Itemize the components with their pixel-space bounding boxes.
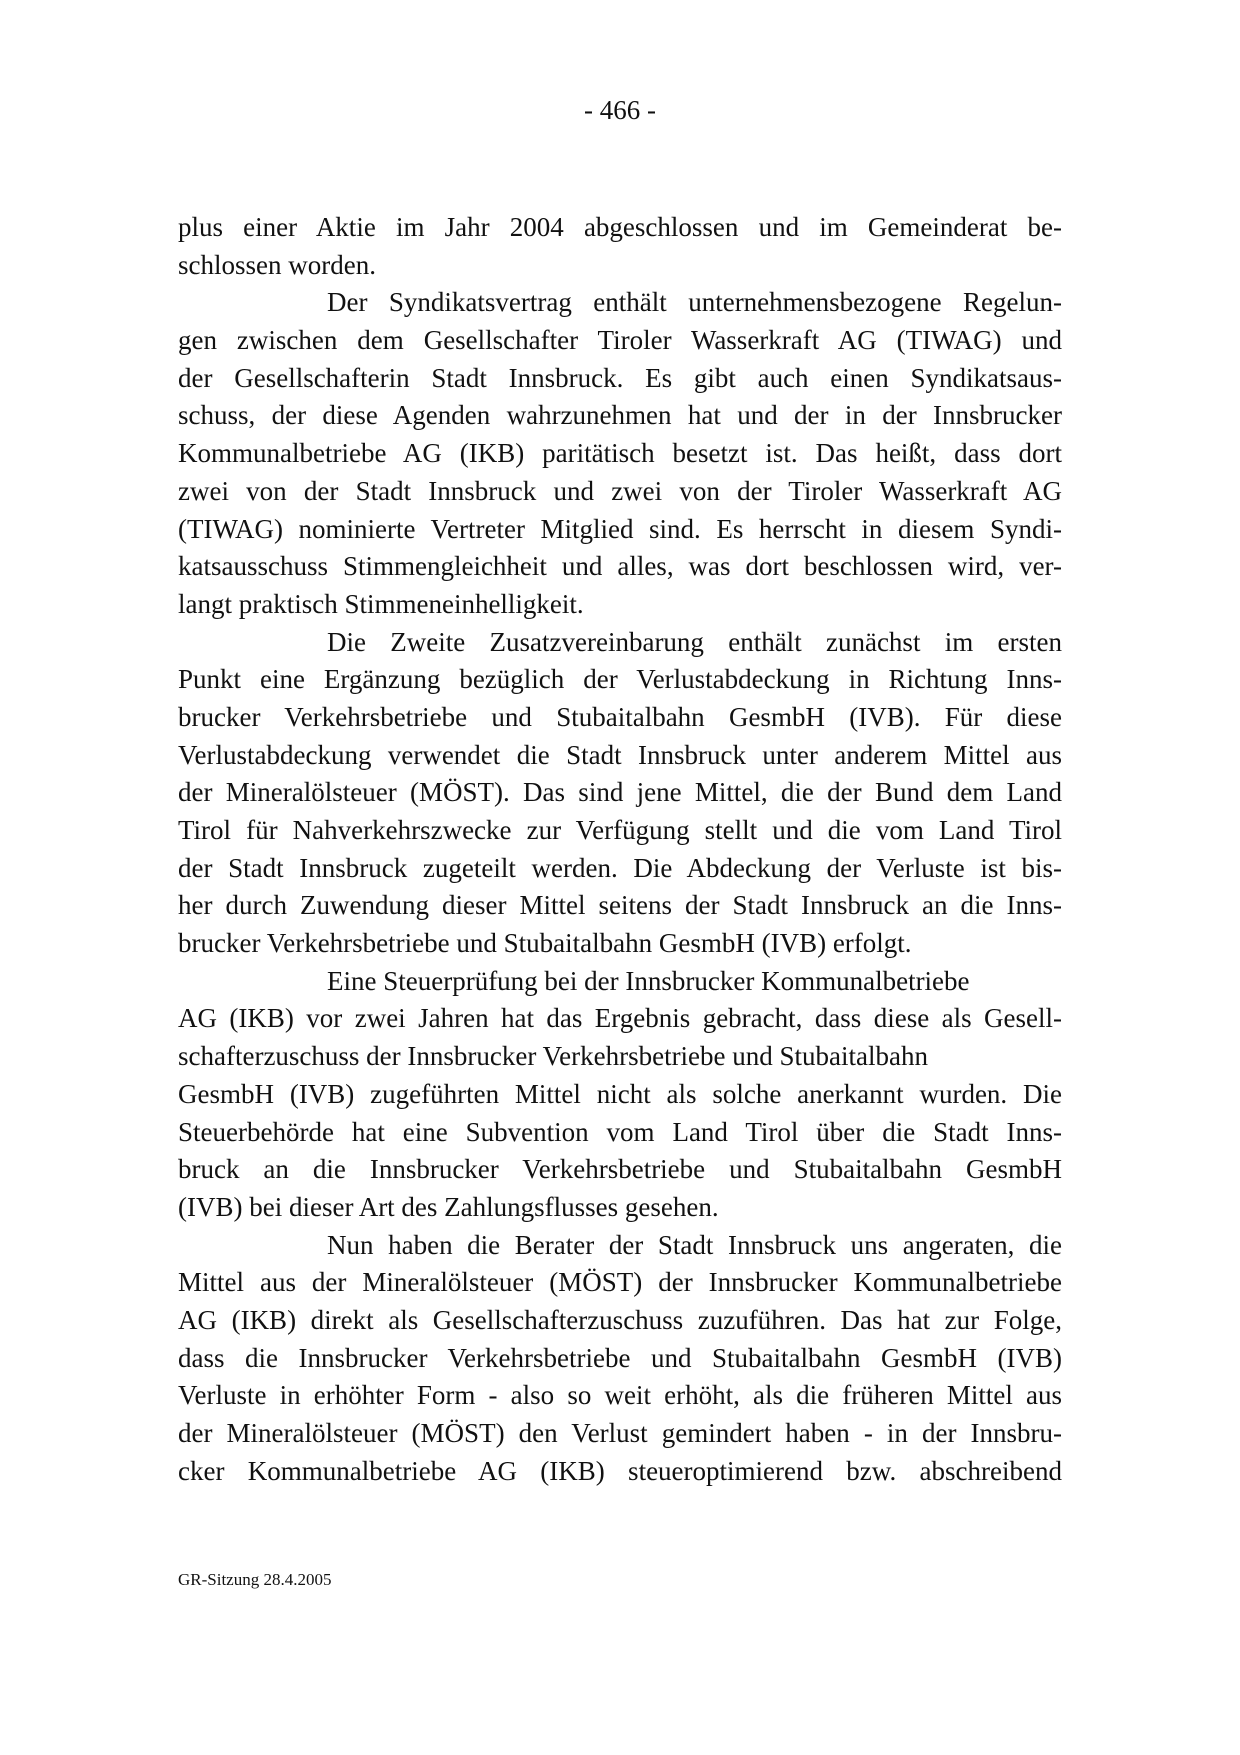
- page-footer: GR-Sitzung 28.4.2005: [178, 1570, 332, 1589]
- text-line: Steuerbehörde hat eine Subvention vom Land Tirol über die Stadt Inns-: [178, 1116, 1062, 1147]
- text-line: GesmbH (IVB) zugeführten Mittel nicht als solche anerkannt wurden. Die: [178, 1078, 1062, 1109]
- text-line: gen zwischen dem Gesellschafter Tiroler Wasserkraft AG (TIWAG) und: [178, 325, 1062, 356]
- text-line: Die Zweite Zusatzvereinbarung enthält zunächst im ersten: [327, 626, 1062, 657]
- document-body: [178, 209, 1062, 1490]
- text-line: der Gesellschafterin Stadt Innsbruck. Es gibt auch einen Syndikatsaus-: [178, 362, 1062, 393]
- text-line: zwei von der Stadt Innsbruck und zwei von der Tiroler Wasserkraft AG: [178, 475, 1062, 506]
- text-line: AG (IKB) direkt als Gesellschafterzuschuss zuzuführen. Das hat zur Folge,: [178, 1304, 1062, 1335]
- text-line: Tirol für Nahverkehrszwecke zur Verfügung stellt und die vom Land Tirol: [178, 815, 1062, 845]
- text-line: brucker Verkehrsbetriebe und Stubaitalbahn GesmbH (IVB). Für diese: [178, 701, 1062, 732]
- text-line: AG (IKB) vor zwei Jahren hat das Ergebnis gebracht, dass diese als Gesell-: [178, 1003, 1062, 1034]
- text-line: her durch Zuwendung dieser Mittel seitens der Stadt Innsbruck an die Inns-: [178, 890, 1062, 921]
- text-line: Mittel aus der Mineralölsteuer (MÖST) der Innsbrucker Kommunalbetriebe: [178, 1267, 1062, 1298]
- text-line: schlossen worden.: [178, 249, 376, 280]
- text-line: brucker Verkehrsbetriebe und Stubaitalbahn GesmbH (IVB) erfolgt.: [178, 928, 912, 959]
- text-line: Verlustabdeckung verwendet die Stadt Innsbruck unter anderem Mittel aus: [178, 739, 1062, 770]
- text-line: der Mineralölsteuer (MÖST). Das sind jene Mittel, die der Bund dem Land: [178, 777, 1062, 808]
- text-line: der Mineralölsteuer (MÖST) den Verlust gemindert haben - in der Innsbru-: [178, 1418, 1062, 1448]
- text-line: Eine Steuerprüfung bei der Innsbrucker Kommunalbetriebe: [327, 965, 970, 996]
- text-line: dass die Innsbrucker Verkehrsbetriebe und Stubaitalbahn GesmbH (IVB): [178, 1342, 1062, 1373]
- text-line: schuss, der diese Agenden wahrzunehmen hat und der in der Innsbrucker: [178, 400, 1062, 431]
- text-line: langt praktisch Stimmeneinhelligkeit.: [178, 588, 584, 619]
- text-line: cker Kommunalbetriebe AG (IKB) steueroptimierend bzw. abschreibend: [178, 1455, 1062, 1486]
- text-line: (IVB) bei dieser Art des Zahlungsflusses gesehen.: [178, 1191, 719, 1222]
- text-line: (TIWAG) nominierte Vertreter Mitglied sind. Es herrscht in diesem Syndi-: [178, 513, 1062, 544]
- text-line: bruck an die Innsbrucker Verkehrsbetriebe und Stubaitalbahn GesmbH: [178, 1154, 1062, 1185]
- text-line: der Stadt Innsbruck zugeteilt werden. Die Abdeckung der Verluste ist bis-: [178, 852, 1062, 883]
- text-line: Nun haben die Berater der Stadt Innsbruck uns angeraten, die: [327, 1229, 1062, 1260]
- text-line: schafterzuschuss der Innsbrucker Verkehrsbetriebe und Stubaitalbahn: [178, 1041, 929, 1072]
- text-line: Verluste in erhöhter Form - also so weit erhöht, als die früheren Mittel aus: [178, 1380, 1062, 1411]
- text-line: Punkt eine Ergänzung bezüglich der Verlustabdeckung in Richtung Inns-: [178, 664, 1062, 695]
- text-line: Kommunalbetriebe AG (IKB) paritätisch besetzt ist. Das heißt, dass dort: [178, 438, 1062, 469]
- text-line: Der Syndikatsvertrag enthält unternehmensbezogene Regelun-: [327, 287, 1062, 318]
- text-line: plus einer Aktie im Jahr 2004 abgeschlossen und im Gemeinderat be-: [178, 212, 1062, 242]
- text-line: katsausschuss Stimmengleichheit und alles, was dort beschlossen wird, ver-: [178, 551, 1062, 582]
- page-number: - 466 -: [584, 95, 656, 125]
